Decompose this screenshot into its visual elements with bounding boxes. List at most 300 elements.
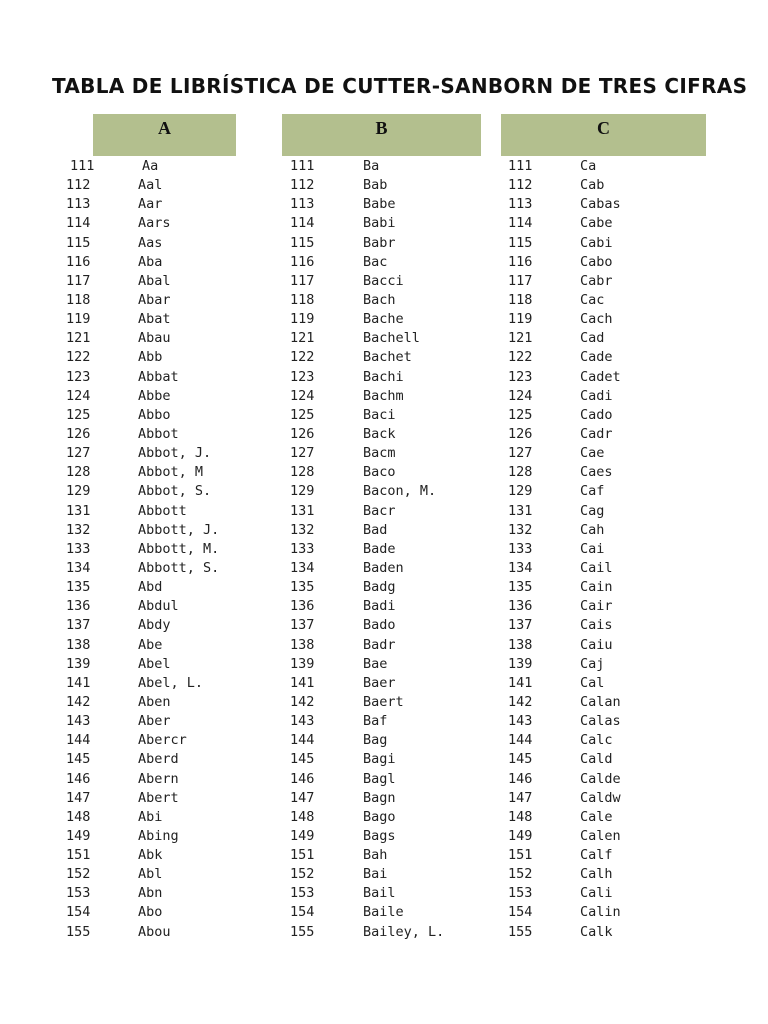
cutter-number: 118	[66, 291, 91, 308]
table-row	[290, 750, 490, 769]
table-row	[290, 597, 490, 616]
author-entry: Aars	[138, 215, 171, 232]
table-row	[66, 368, 266, 387]
author-entry: Calf	[580, 847, 613, 864]
cutter-number: 133	[66, 540, 91, 557]
cutter-number: 112	[508, 177, 533, 194]
table-row	[508, 846, 708, 865]
author-entry: Abi	[138, 808, 163, 825]
author-entry: Calan	[580, 693, 621, 710]
author-entry: Caes	[580, 464, 613, 481]
table-row	[508, 923, 708, 942]
author-entry: Cadr	[580, 425, 613, 442]
cutter-number: 111	[508, 158, 533, 174]
cutter-number: 132	[290, 521, 315, 538]
cutter-number: 122	[508, 349, 533, 366]
author-entry: Babr	[363, 234, 396, 251]
cutter-number: 143	[66, 713, 91, 730]
author-entry: Bacr	[363, 502, 396, 519]
cutter-number: 137	[66, 617, 91, 634]
cutter-number: 152	[508, 866, 533, 883]
table-row	[290, 272, 490, 291]
author-entry: Abar	[138, 291, 171, 308]
author-entry: Bag	[363, 732, 388, 749]
table-row	[508, 789, 708, 808]
table-row	[66, 272, 266, 291]
cutter-number: 135	[66, 579, 91, 596]
author-entry: Abau	[138, 330, 171, 347]
author-entry: Baert	[363, 693, 404, 710]
table-row	[66, 425, 266, 444]
table-row	[508, 329, 708, 348]
author-entry: Abern	[138, 770, 179, 787]
table-row	[508, 636, 708, 655]
table-row	[290, 310, 490, 329]
column-c-list	[508, 157, 708, 942]
author-entry: Calin	[580, 904, 621, 921]
author-entry: Cabi	[580, 234, 613, 251]
cutter-number: 129	[508, 483, 533, 500]
table-row	[66, 923, 266, 942]
author-entry: Baer	[363, 674, 396, 691]
cutter-number: 143	[508, 713, 533, 730]
cutter-number: 125	[290, 406, 315, 423]
cutter-number: 147	[290, 789, 315, 806]
cutter-number: 133	[508, 540, 533, 557]
author-entry: Badr	[363, 636, 396, 653]
author-entry: Bacon, M.	[363, 483, 437, 500]
cutter-number: 128	[66, 464, 91, 481]
author-entry: Abou	[138, 923, 171, 940]
table-row	[66, 387, 266, 406]
cutter-number: 145	[290, 751, 315, 768]
cutter-number: 131	[290, 502, 315, 519]
author-entry: Cadet	[580, 368, 621, 385]
cutter-number: 152	[66, 866, 91, 883]
table-row	[66, 329, 266, 348]
table-row	[66, 674, 266, 693]
author-entry: Aberd	[138, 751, 179, 768]
cutter-number: 128	[508, 464, 533, 481]
table-row	[66, 712, 266, 731]
table-row	[508, 195, 708, 214]
table-row	[66, 808, 266, 827]
author-entry: Cai	[580, 540, 605, 557]
cutter-number: 148	[66, 808, 91, 825]
author-entry: Bachet	[363, 349, 412, 366]
author-entry: Cain	[580, 579, 613, 596]
table-row	[66, 827, 266, 846]
cutter-number: 125	[508, 406, 533, 423]
cutter-number: 136	[290, 598, 315, 615]
column-header-c: C	[501, 114, 706, 156]
table-row	[290, 253, 490, 272]
cutter-number: 146	[290, 770, 315, 787]
table-row	[508, 214, 708, 233]
table-row	[290, 214, 490, 233]
table-row	[290, 808, 490, 827]
table-row	[66, 463, 266, 482]
cutter-number: 148	[290, 808, 315, 825]
author-entry: Bailey, L.	[363, 923, 445, 940]
author-entry: Bado	[363, 617, 396, 634]
table-row	[290, 616, 490, 635]
table-row	[66, 770, 266, 789]
author-entry: Badg	[363, 579, 396, 596]
cutter-number: 141	[508, 674, 533, 691]
author-entry: Cabo	[580, 253, 613, 270]
table-row	[290, 578, 490, 597]
author-entry: Abbot, S.	[138, 483, 212, 500]
table-row	[290, 770, 490, 789]
author-entry: Bache	[363, 311, 404, 328]
cutter-number: 124	[290, 387, 315, 404]
cutter-number: 125	[66, 406, 91, 423]
author-entry: Cad	[580, 330, 605, 347]
cutter-number: 144	[66, 732, 91, 749]
table-row	[508, 387, 708, 406]
author-entry: Cali	[580, 885, 613, 902]
table-row	[290, 195, 490, 214]
cutter-number: 114	[290, 215, 315, 232]
table-row	[290, 636, 490, 655]
cutter-number: 113	[290, 196, 315, 213]
cutter-number: 134	[290, 559, 315, 576]
table-row	[290, 502, 490, 521]
author-entry: Cair	[580, 598, 613, 615]
table-row	[66, 176, 266, 195]
cutter-number: 155	[508, 923, 533, 940]
table-row	[66, 234, 266, 253]
cutter-number: 149	[66, 827, 91, 844]
table-row	[66, 636, 266, 655]
author-entry: Caj	[580, 655, 605, 672]
cutter-number: 149	[508, 827, 533, 844]
table-row	[508, 597, 708, 616]
author-entry: Bachi	[363, 368, 404, 385]
author-entry: Cab	[580, 177, 605, 194]
cutter-number: 142	[290, 693, 315, 710]
table-row	[508, 502, 708, 521]
author-entry: Bai	[363, 866, 388, 883]
table-row	[508, 884, 708, 903]
cutter-number: 136	[508, 598, 533, 615]
cutter-number: 135	[290, 579, 315, 596]
table-row	[66, 502, 266, 521]
table-row	[66, 750, 266, 769]
cutter-number: 123	[66, 368, 91, 385]
cutter-number: 154	[290, 904, 315, 921]
cutter-number: 126	[508, 425, 533, 442]
table-row	[508, 253, 708, 272]
author-entry: Abbo	[138, 406, 171, 423]
table-row	[290, 329, 490, 348]
cutter-number: 138	[508, 636, 533, 653]
table-row	[66, 406, 266, 425]
cutter-number: 144	[290, 732, 315, 749]
author-entry: Aa	[142, 158, 159, 174]
author-entry: Cal	[580, 674, 605, 691]
table-row	[508, 693, 708, 712]
table-row	[290, 425, 490, 444]
table-row	[508, 272, 708, 291]
author-entry: Cald	[580, 751, 613, 768]
author-entry: Abk	[138, 847, 163, 864]
table-row	[508, 674, 708, 693]
cutter-number: 154	[66, 904, 91, 921]
author-entry: Bach	[363, 291, 396, 308]
cutter-number: 155	[290, 923, 315, 940]
cutter-number: 113	[66, 196, 91, 213]
author-entry: Bade	[363, 540, 396, 557]
table-row	[508, 808, 708, 827]
cutter-number: 117	[66, 272, 91, 289]
author-entry: Calen	[580, 827, 621, 844]
table-row	[66, 444, 266, 463]
author-entry: Abo	[138, 904, 163, 921]
cutter-number: 134	[66, 559, 91, 576]
author-entry: Babi	[363, 215, 396, 232]
author-entry: Calde	[580, 770, 621, 787]
author-entry: Back	[363, 425, 396, 442]
table-row	[508, 425, 708, 444]
table-row	[508, 291, 708, 310]
table-row	[508, 234, 708, 253]
table-row	[508, 310, 708, 329]
table-row	[66, 789, 266, 808]
table-row	[290, 884, 490, 903]
cutter-number: 133	[290, 540, 315, 557]
author-entry: Cac	[580, 291, 605, 308]
author-entry: Calk	[580, 923, 613, 940]
author-entry: Baden	[363, 559, 404, 576]
table-row	[290, 368, 490, 387]
author-entry: Bagn	[363, 789, 396, 806]
cutter-number: 141	[66, 674, 91, 691]
table-row	[66, 310, 266, 329]
table-row	[508, 368, 708, 387]
cutter-number: 153	[290, 885, 315, 902]
author-entry: Cadi	[580, 387, 613, 404]
table-row	[66, 616, 266, 635]
table-row	[290, 865, 490, 884]
author-entry: Bail	[363, 885, 396, 902]
cutter-number: 116	[290, 253, 315, 270]
table-row	[290, 406, 490, 425]
author-entry: Babe	[363, 196, 396, 213]
cutter-number: 144	[508, 732, 533, 749]
table-row	[66, 731, 266, 750]
author-entry: Bachm	[363, 387, 404, 404]
column-header-b: B	[282, 114, 481, 156]
author-entry: Cado	[580, 406, 613, 423]
author-entry: Calas	[580, 713, 621, 730]
cutter-number: 138	[290, 636, 315, 653]
table-row	[290, 540, 490, 559]
author-entry: Badi	[363, 598, 396, 615]
author-entry: Ba	[363, 158, 380, 174]
cutter-number: 135	[508, 579, 533, 596]
author-entry: Abbot, J.	[138, 445, 212, 462]
cutter-number: 147	[66, 789, 91, 806]
cutter-number: 134	[508, 559, 533, 576]
author-entry: Abbott, M.	[138, 540, 220, 557]
cutter-number: 132	[66, 521, 91, 538]
table-row	[66, 693, 266, 712]
cutter-number: 113	[508, 196, 533, 213]
table-row	[290, 559, 490, 578]
table-row	[290, 157, 490, 176]
author-entry: Cade	[580, 349, 613, 366]
table-row	[66, 157, 266, 176]
author-entry: Bacm	[363, 445, 396, 462]
cutter-number: 154	[508, 904, 533, 921]
table-row	[508, 616, 708, 635]
author-entry: Bachell	[363, 330, 420, 347]
table-row	[66, 540, 266, 559]
author-entry: Bago	[363, 808, 396, 825]
cutter-number: 118	[508, 291, 533, 308]
author-entry: Cah	[580, 521, 605, 538]
cutter-number: 122	[66, 349, 91, 366]
author-entry: Bagl	[363, 770, 396, 787]
cutter-number: 127	[290, 445, 315, 462]
cutter-number: 117	[290, 272, 315, 289]
author-entry: Bad	[363, 521, 388, 538]
table-row	[290, 674, 490, 693]
cutter-number: 119	[508, 311, 533, 328]
table-row	[290, 482, 490, 501]
table-row	[290, 712, 490, 731]
table-row	[508, 750, 708, 769]
table-row	[508, 348, 708, 367]
cutter-number: 121	[290, 330, 315, 347]
cutter-number: 112	[290, 177, 315, 194]
author-entry: Cale	[580, 808, 613, 825]
author-entry: Baco	[363, 464, 396, 481]
author-entry: Cag	[580, 502, 605, 519]
table-row	[66, 521, 266, 540]
author-entry: Abing	[138, 827, 179, 844]
author-entry: Bab	[363, 177, 388, 194]
author-entry: Abl	[138, 866, 163, 883]
page-title: TABLA DE LIBRÍSTICA DE CUTTER-SANBORN DE TRES CIFRAS	[52, 74, 748, 98]
author-entry: Abel	[138, 655, 171, 672]
table-row	[66, 348, 266, 367]
table-row	[508, 865, 708, 884]
author-entry: Caldw	[580, 789, 621, 806]
cutter-number: 136	[66, 598, 91, 615]
cutter-number: 119	[290, 311, 315, 328]
cutter-number: 123	[290, 368, 315, 385]
table-row	[290, 693, 490, 712]
cutter-number: 151	[290, 847, 315, 864]
author-entry: Aar	[138, 196, 163, 213]
cutter-number: 131	[66, 502, 91, 519]
table-row	[508, 827, 708, 846]
author-entry: Baf	[363, 713, 388, 730]
cutter-number: 139	[508, 655, 533, 672]
cutter-number: 116	[66, 253, 91, 270]
table-row	[290, 444, 490, 463]
author-entry: Cabe	[580, 215, 613, 232]
table-row	[66, 865, 266, 884]
table-row	[290, 923, 490, 942]
author-entry: Ca	[580, 158, 597, 174]
cutter-number: 142	[66, 693, 91, 710]
table-row	[66, 655, 266, 674]
cutter-number: 121	[66, 330, 91, 347]
table-row	[66, 578, 266, 597]
author-entry: Baci	[363, 406, 396, 423]
table-row	[290, 234, 490, 253]
table-row	[66, 482, 266, 501]
author-entry: Abal	[138, 272, 171, 289]
cutter-number: 129	[290, 483, 315, 500]
cutter-number: 115	[66, 234, 91, 251]
author-entry: Abercr	[138, 732, 187, 749]
table-row	[66, 253, 266, 272]
column-header-a: A	[93, 114, 236, 156]
author-entry: Cabr	[580, 272, 613, 289]
author-entry: Abbott, J.	[138, 521, 220, 538]
table-row	[66, 846, 266, 865]
author-entry: Aba	[138, 253, 163, 270]
cutter-number: 147	[508, 789, 533, 806]
cutter-number: 131	[508, 502, 533, 519]
cutter-number: 145	[508, 751, 533, 768]
table-row	[508, 770, 708, 789]
cutter-number: 111	[70, 158, 95, 174]
author-entry: Bah	[363, 847, 388, 864]
table-row	[508, 444, 708, 463]
author-entry: Cabas	[580, 196, 621, 213]
cutter-number: 121	[508, 330, 533, 347]
cutter-number: 126	[290, 425, 315, 442]
table-row	[508, 731, 708, 750]
cutter-number: 117	[508, 272, 533, 289]
author-entry: Aal	[138, 177, 163, 194]
table-row	[508, 540, 708, 559]
cutter-number: 122	[290, 349, 315, 366]
cutter-number: 118	[290, 291, 315, 308]
cutter-number: 142	[508, 693, 533, 710]
cutter-number: 152	[290, 866, 315, 883]
cutter-number: 115	[508, 234, 533, 251]
table-row	[508, 712, 708, 731]
author-entry: Abdul	[138, 598, 179, 615]
author-entry: Abbot	[138, 425, 179, 442]
author-entry: Abert	[138, 789, 179, 806]
author-entry: Abbott, S.	[138, 559, 220, 576]
table-row	[508, 482, 708, 501]
author-entry: Aas	[138, 234, 163, 251]
table-row	[66, 597, 266, 616]
cutter-number: 139	[66, 655, 91, 672]
cutter-number: 137	[508, 617, 533, 634]
table-row	[66, 195, 266, 214]
table-row	[290, 789, 490, 808]
cutter-number: 116	[508, 253, 533, 270]
cutter-number: 155	[66, 923, 91, 940]
author-entry: Abat	[138, 311, 171, 328]
table-row	[508, 406, 708, 425]
cutter-number: 111	[290, 158, 315, 174]
table-row	[508, 655, 708, 674]
author-entry: Calh	[580, 866, 613, 883]
author-entry: Abe	[138, 636, 163, 653]
cutter-number: 123	[508, 368, 533, 385]
